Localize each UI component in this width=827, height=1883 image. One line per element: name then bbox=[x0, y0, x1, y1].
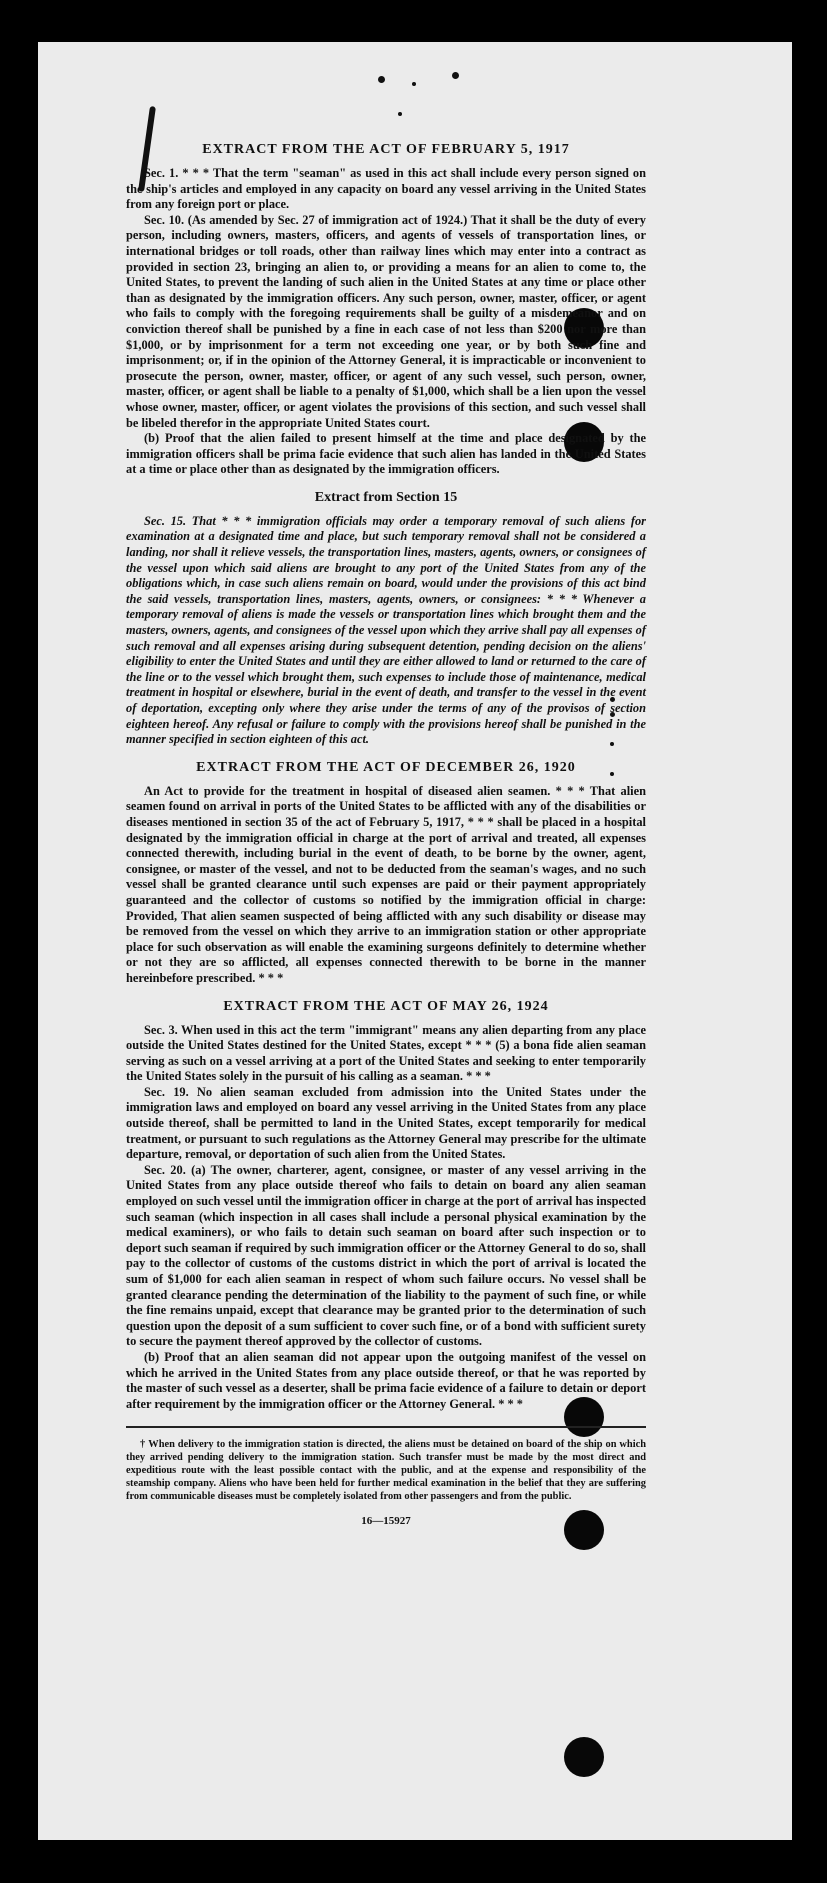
section-19: Sec. 19. No alien seaman excluded from admission into the United States under the immigration laws and employed on board any vessel arriving in the United States from any place outside thereof, shall be permitted to land in the United States, except temporarily for medical treatment, or pursuant to such regulations as the Attorney General may prescribe for the ultimate departure, removal, or deportation of such alien from the United States. bbox=[126, 1084, 646, 1162]
section-20a: Sec. 20. (a) The owner, charterer, agent, consignee, or master of any vessel arriving in the United States from any place outside thereof who fails to detain on board any alien seaman employed on such vessel until the immigration officer in charge at the port of arrival has inspected such seaman (which inspection in all cases shall include a personal physical examination by the medical examiners), or who fails to detain such seaman on board after such inspection or to deport such seaman if required by such immigration officer or the Attorney General to do so, shall pay to the collector of customs of the customs district in which the port of arrival is located the sum of $1,000 for each alien seaman in respect of whom such failure occurs. No vessel shall be granted clearance pending the determination of the liability to the payment of such fine, or while the fine remains unpaid, except that clearance may be granted prior to the determination of such question upon the deposit of a sum sufficient to cover such fine, or of a bond with sufficient surety to secure the payment thereof approved by the collector of customs. bbox=[126, 1162, 646, 1349]
heading-act-1917: EXTRACT FROM THE ACT OF FEBRUARY 5, 1917 bbox=[202, 142, 570, 157]
document-page bbox=[38, 42, 792, 1840]
ink-dot bbox=[412, 82, 416, 86]
heading-section-15: Extract from Section 15 bbox=[314, 489, 458, 505]
section-10b: (b) Proof that the alien failed to present himself at the time and place designated by the immigration officers shall be prima facie evidence that such alien has landed in the United States at a time or place other than as designated by the immigration officers. bbox=[126, 431, 646, 477]
heading-act-1924: EXTRACT FROM THE ACT OF MAY 26, 1924 bbox=[223, 998, 549, 1014]
divider bbox=[126, 1426, 646, 1428]
punch-hole bbox=[564, 1737, 604, 1777]
document-body bbox=[126, 142, 646, 1527]
act-1920-text: An Act to provide for the treatment in hospital of diseased alien seamen. * * * That alien seamen found on arrival in ports of the United States to be afflicted with any of the disabilities or diseases mentioned in section 35 of the act of February 5, 1917, * * * shall be placed in a hospital designated by the immigration official in charge at the port of arrival and treated, all expenses connected therewith, including burial in the event of death, to be borne by the owner, agent, consignee, or master of the vessel, and not to be deducted from the seaman's wages, and no such vessel shall be granted clearance until such expenses are paid or their payment appropriately guaranteed and the collector of customs so notified by the immigration official in charge: Provided, That alien seamen suspected of being afflicted with any such disability or disease may be removed from the vessel on which they arrive to an immigration station or other appropriate place for such observation as will enable the examining surgeons definitely to determine whether or not they are so afflicted, all expenses connected therewith to be borne in the manner hereinbefore prescribed. * * * bbox=[126, 783, 646, 985]
ink-dot bbox=[452, 72, 459, 79]
section-10: Sec. 10. (As amended by Sec. 27 of immigration act of 1924.) That it shall be the duty of every person, including owners, masters, officers, and agents of vessels of transportation lines, or international bridges or toll roads, other than railway lines which may enter into a contract as provided in section 23, bringing an alien to, or providing a means for an alien to come to, the United States, to prevent the landing of such alien in the United States at any time or place other than as designated by the immigration officers. Any such person, owner, master, officer, or agent who fails to comply with the foregoing requirements shall be guilty of a misdemeanor and on conviction thereof shall be punished by a fine in each case of not less than $200 nor more than $1,000, or by imprisonment for a term not exceeding one year, or by both such fine and imprisonment; or, if in the opinion of the Attorney General, it is impracticable or inconvenient to prosecute the person, owner, master, officer, or agent of any such vessel, such person, owner, master, officer, or agent shall be liable to a penalty of $1,000, which shall be a lien upon the vessel whose owner, master, officer, or agent violates the provisions of this section, and such vessel shall be libeled therefor in the appropriate United States court. bbox=[126, 212, 646, 430]
section-1: Sec. 1. * * * That the term "seaman" as used in this act shall include every person signed on the ship's articles and employed in any capacity on board any vessel arriving in the United States from any foreign port or place. bbox=[126, 166, 646, 212]
ink-dot bbox=[378, 76, 385, 83]
section-20b: (b) Proof that an alien seaman did not appear upon the outgoing manifest of the vessel on which he arrived in the United States from any place outside thereof, or that he was reported by the master of such vessel as a deserter, shall be prima facie evidence of a failure to detain or deport after requirement by the immigration officer or the Attorney General. * * * bbox=[126, 1349, 646, 1411]
page-number: 16—15927 bbox=[361, 1515, 411, 1528]
section-3: Sec. 3. When used in this act the term "immigrant" means any alien departing from any place outside the United States destined for the United States, except * * * (5) a bona fide alien seaman serving as such on a vessel arriving at a port of the United States and seeking to enter temporarily the United States solely in the pursuit of his calling as a seaman. * * * bbox=[126, 1022, 646, 1084]
heading-act-1920: EXTRACT FROM THE ACT OF DECEMBER 26, 1920 bbox=[196, 759, 576, 775]
section-15: Sec. 15. That * * * immigration officials may order a temporary removal of such aliens for examination at a designated time and place, but such temporary removal shall not be considered a landing, nor shall it relieve vessels, the transportation lines, masters, agents, owners, or consignees of the vessel upon which said aliens are brought to any port of the United States from any of the obligations which, in case such aliens remain on board, would under the provisions of this act bind the said vessels, transportation lines, masters, agents, owners, or consignees: * * * Whenever a temporary removal of aliens is made the vessels or transportation lines which brought them and the masters, owners, agents, and consignees of the vessel upon which they arrive shall pay all expenses of such removal and all expenses arising during subsequent detention, pending decision on the aliens' eligibility to enter the United States and until they are either allowed to land or returned to the care of the line or to the vessel which brought them, such expenses to include those of maintenance, medical treatment in hospital or elsewhere, burial in the event of death, and transfer to the vessel in the event of deportation, excepting only where they arise under the terms of any of the provisos of section eighteen hereof. Any refusal or failure to comply with the provisions hereof shall be punished in the manner specified in section eighteen of this act. bbox=[126, 513, 646, 747]
footnote: † When delivery to the immigration station is directed, the aliens must be detained on board of the ship on which they arrived pending delivery to the immigration station. Such transfer must be made by the most direct and expeditious route with the least possible contact with the public, and at the expense and responsibility of the steamship company. Aliens who have been held for further medical examination in the belief that they are suffering from communicable diseases must be completely isolated from other passengers and from the public. bbox=[126, 1439, 646, 1503]
ink-dot bbox=[398, 112, 402, 116]
